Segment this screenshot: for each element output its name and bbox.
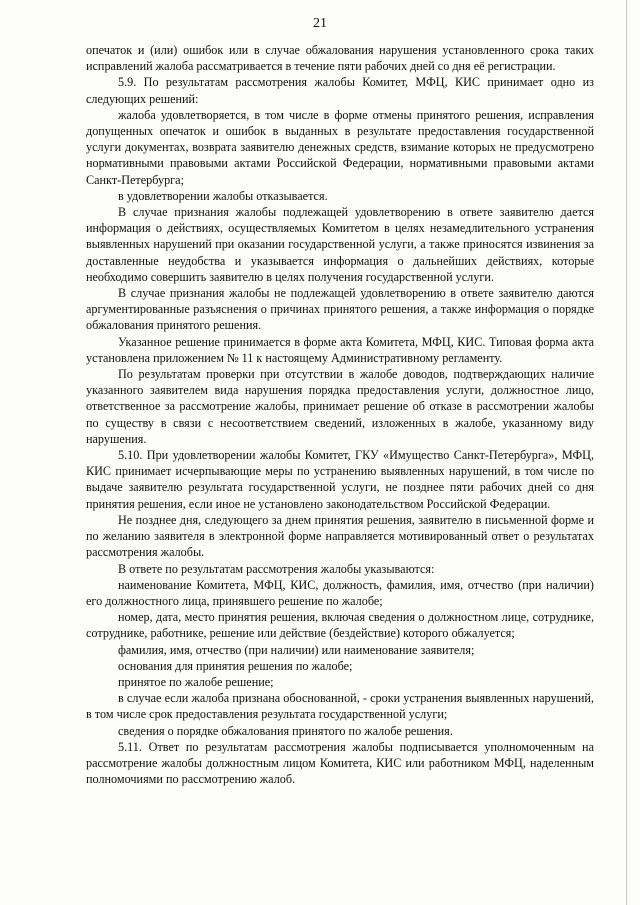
paragraph: По результатам проверки при отсутствии в жалобе доводов, подтверждающих наличие указанного заявителем вида нарушения порядка предоставления услуги, должностное лицо, ответственное за рассмотрение жалобы, принимает решение об отказе в рассмотрении жалобы по существу в связи с несоответствием сведений, изложенных в жалобе, указанному виду нарушения. [86, 367, 594, 446]
paragraph: фамилия, имя, отчество (при наличии) или наименование заявителя; [118, 642, 475, 657]
paragraph: опечаток и (или) ошибок или в случае обжалования нарушения установленного срока таких исправлений жалоба рассматривается в течение пяти рабочих дней со дня её регистрации. [86, 43, 594, 74]
document-body [86, 42, 594, 787]
paragraph: Не позднее дня, следующего за днем принятия решения, заявителю в письменной форме и по желанию заявителя в электронной форме направляется мотивированный ответ о результатах рассмотрения жалобы. [86, 512, 594, 560]
paragraph: жалоба удовлетворяется, в том числе в форме отмены принятого решения, исправления допущенных опечаток и ошибок в выданных в результате предоставления государственной услуги документах, возврата заявителю денежных средств, взимание которых не предусмотрено нормативными правовыми актами Российской Федерации, нормативными правовыми актами Санкт-Петербурга; [86, 107, 594, 187]
paragraph: В ответе по результатам рассмотрения жалобы указываются: [118, 561, 435, 576]
paragraph: в случае если жалоба признана обоснованной, - сроки устранения выявленных нарушений, в том числе срок предоставления результата государственной услуги; [86, 691, 594, 722]
paragraph: В случае признания жалобы подлежащей удовлетворению в ответе заявителю дается информация о действиях, осуществляемых Комитетом в целях незамедлительного устранения выявленных нарушений при оказании государственной услуги, а также приносятся извинения за доставленные неудобства и указывается информация о дальнейших действиях, которые необходимо совершить заявителю в целях получения государственной услуги. [86, 205, 594, 284]
paragraph: 5.9. По результатам рассмотрения жалобы Комитет, МФЦ, КИС принимает одно из следующих решений: [86, 75, 594, 106]
paragraph: 5.11. Ответ по результатам рассмотрения жалобы подписывается уполномоченным на рассмотрение жалобы должностным лицом Комитета, КИС или работником МФЦ, наделенным полномочиями по рассмотрению жалоб. [86, 739, 594, 787]
paragraph: основания для принятия решения по жалобе; [118, 658, 353, 673]
paragraph: номер, дата, место принятия решения, включая сведения о должностном лице, сотруднике, сотруднике, работнике, решение или действие (бездействие) которого обжалуется; [86, 610, 594, 641]
paragraph: сведения о порядке обжалования принятого по жалобе решения. [118, 723, 453, 738]
paragraph: в удовлетворении жалобы отказывается. [118, 188, 328, 203]
paragraph: наименование Комитета, МФЦ, КИС, должность, фамилия, имя, отчество (при наличии) его должностного лица, принявшего решение по жалобе; [86, 577, 594, 608]
paragraph: принятое по жалобе решение; [118, 674, 274, 689]
paragraph: 5.10. При удовлетворении жалобы Комитет, ГКУ «Имущество Санкт-Петербурга», МФЦ, КИС принимает исчерпывающие меры по устранению выявленных нарушений, в том числе по выдаче заявителю результата государственной услуги, не позднее пяти рабочих дней со дня принятия решения, если иное не установлено законодательством Российской Федерации. [86, 448, 594, 511]
page-edge-divider [626, 0, 627, 905]
page-number: 21 [313, 16, 327, 31]
paragraph: В случае признания жалобы не подлежащей удовлетворению в ответе заявителю даются аргументированные разъяснения о причинах принятого решения, а также информация о порядке обжалования принятого решения. [86, 286, 594, 333]
paragraph: Указанное решение принимается в форме акта Комитета, МФЦ, КИС. Типовая форма акта установлена приложением № 11 к настоящему Административному регламенту. [86, 334, 594, 365]
